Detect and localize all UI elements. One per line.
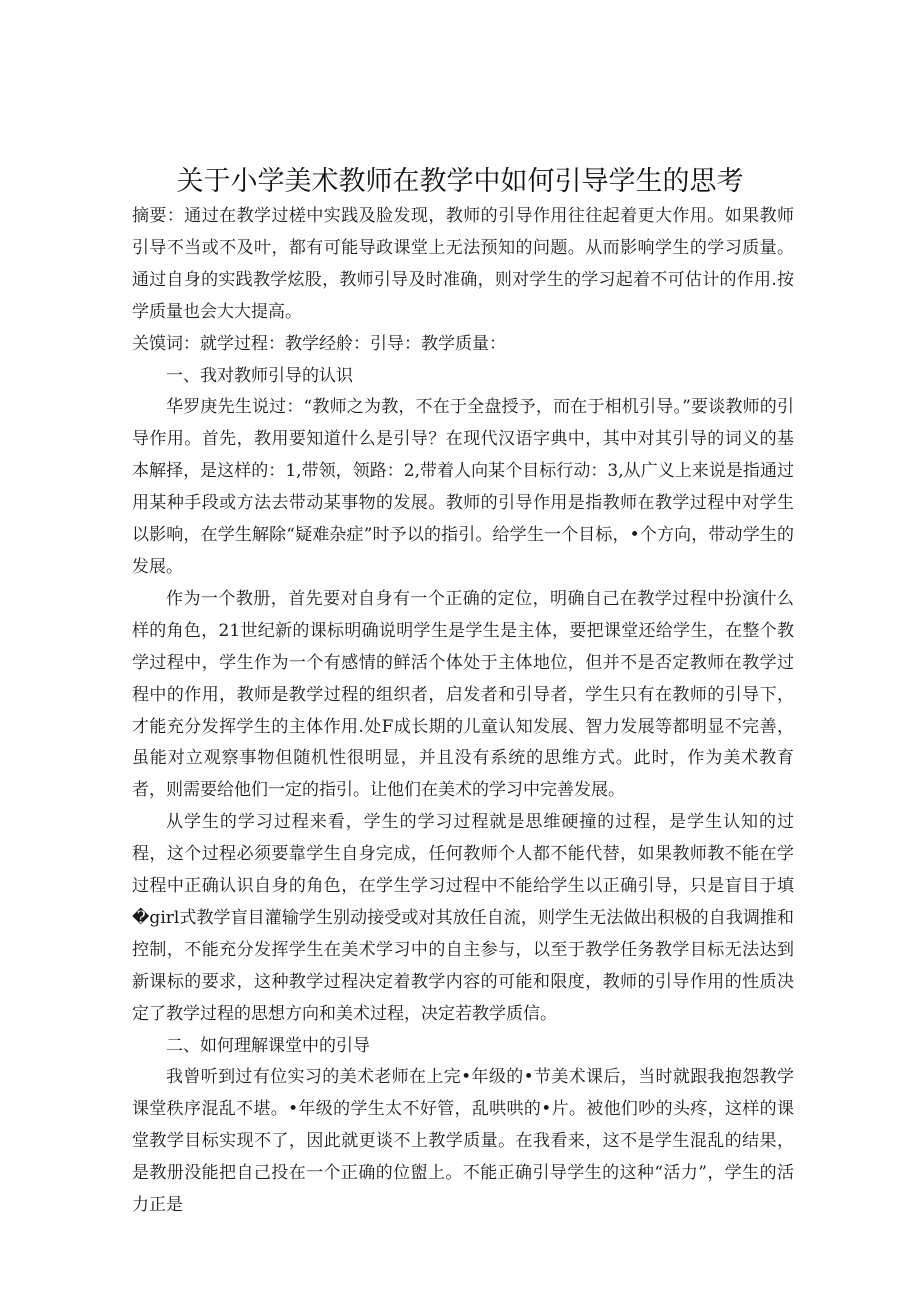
document-body	[132, 201, 794, 1222]
section-1-paragraph-2: 作为一个教册，首先要对自身有一个正确的定位，明确自己在教学过程中扮演什么样的角色，21世纪新的课标明确说明学生是学生是主体，要把课堂还给学生，在整个教学过程中，学生作为一个有感情的鲜活个体处于主体地位，但并不是否定教师在教学过程中的作用，教师是教学过程的组织者，启发者和引导者，学生只有在教师的引导下，才能充分发挥学生的主体作用.处F成长期的儿童认知发展、智力发展等都明显不完善，虽能对立观察事物但随机性很明显，并且没有系统的思维方式。此时，作为美术教育者，则需要给他们一定的指引。让他们在美术的学习中完善发展。	[132, 588, 794, 801]
section-2-heading: 二、如何理解课堂中的引导	[166, 1035, 370, 1056]
section-1-paragraph-1: 华罗庚先生说过：“教师之为教，不在于全盘授予，而在于相机引导。”要谈教师的引导作用。首先，教用要知道什么是引导？在现代汉语字典中，其中对其引导的词义的基本解择，是这样的：1,带领，领路：2,带着人向某个目标行动：3,从广义上来说是指通过用某种手段或方法去带动某事物的发展。教师的引导作用是指教师在教学过程中对学生以影响，在学生解除“疑难杂症”时予以的指引。给学生一个目标，•个方向，带动学生的发展。	[132, 397, 794, 577]
document-title: 关于小学美术教师在教学中如何引导学生的思考	[176, 166, 744, 197]
abstract-paragraph: 摘要：通过在教学过槎中实践及脸发现，教师的引导作用往往起着更大作用。如果教师引导不当或不及叶，都有可能导政课堂上无法预知的问题。从而影响学生的学习质量。通过自身的实践教学炫股，教师引导及时准确，则对学生的学习起着不可估计的作用.按学质量也会大大提高。	[132, 206, 794, 322]
keywords-paragraph: 关馍词：就学过程：教学经舲：引导：教学质量：	[132, 333, 506, 354]
section-2-paragraph-1: 我曾听到过有位实习的美术老师在上完•年级的•节美术课后，当时就跟我抱怨教学课堂秩序混乱不堪。•年级的学生太不好管，乱哄哄的•片。被他们吵的头疼，这样的课堂教学目标实现不了，因此就更谈不上教学质量。在我看来，这不是学生混乱的结果，是教册没能把自己投在一个正确的位盥上。不能正确引导学生的这种“活力”，学生的活力正是	[132, 1067, 794, 1216]
section-1-paragraph-3: 从学生的学习过程来看，学生的学习过程就是思维硬撞的过程，是学生认知的过程，这个过程必须要靠学生自身完成，任何教师个人都不能代替，如果教师教不能在学过程中正确认识自身的角色，在学生学习过程中不能给学生以正确引导，只是盲目于填�girl式教学盲目灌输学生别动接受或对其放任自流，则学生无法做出积极的自我调推和控制，不能充分发挥学生在美术学习中的自主参与，以至于教学任务教学目标无法达到新课标的要求，这种教学过程决定着教学内容的可能和限度，教师的引导作用的性质决定了教学过程的思想方向和美术过程，决定若教学质信。	[132, 812, 794, 1024]
section-1-heading: 一、我对教师引导的认识	[166, 365, 353, 386]
